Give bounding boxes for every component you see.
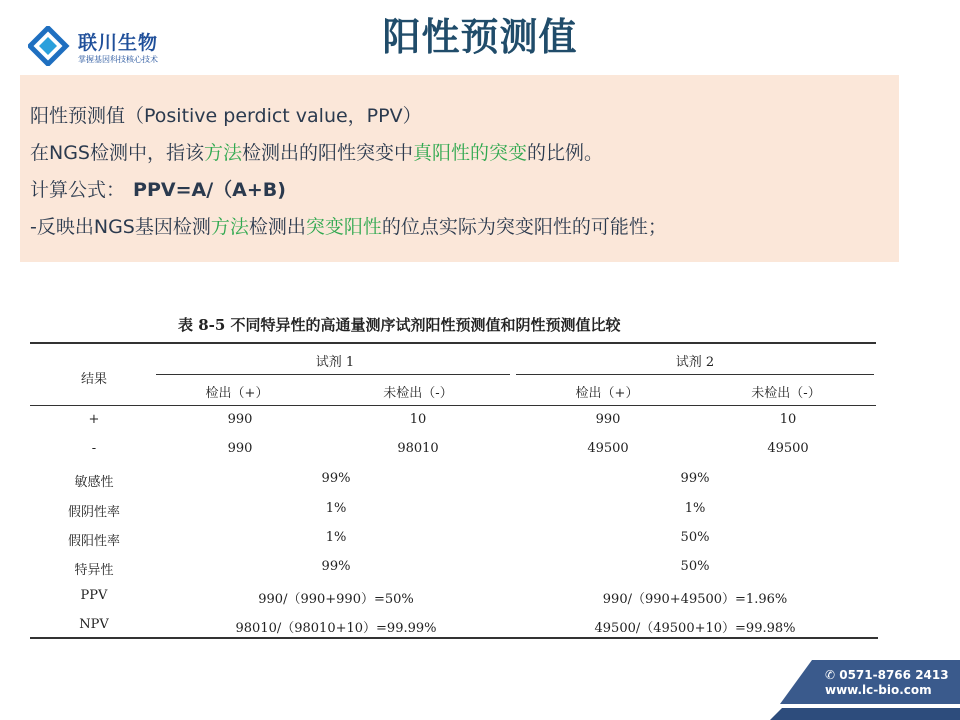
table-cell: 50%	[680, 559, 710, 574]
formula-line	[30, 175, 286, 202]
definition-line-4	[30, 212, 667, 239]
table-cell: 1%	[325, 530, 347, 545]
table-cell: 990	[227, 441, 253, 456]
text-part: -反映出NGS基因检测	[30, 216, 211, 238]
table-cell: 98010/（98010+10）=99.99%	[235, 621, 437, 636]
text-part: 的比例。	[527, 142, 604, 164]
table-cell: 98010	[397, 441, 439, 456]
table-cell: 50%	[680, 530, 710, 545]
row-label-false-negative-rate: 假阴性率	[67, 505, 121, 520]
contact-badge	[770, 660, 960, 720]
text-part: 在NGS检测中，指该	[30, 142, 204, 164]
contact-website[interactable]: www.lc-bio.com	[825, 683, 932, 697]
formula: PPV=A/（A+B)	[133, 179, 286, 201]
page-title: 阳性预测值	[382, 15, 578, 59]
table-cell: 990	[595, 412, 621, 427]
table-top-rule	[30, 342, 876, 344]
table-cell: 99%	[321, 559, 351, 574]
table-cell: 990/（990+990）=50%	[258, 592, 414, 607]
group-rule-1	[156, 374, 510, 375]
text-part: 检测出的阳性突变中	[242, 142, 414, 164]
table-cell: 1%	[325, 501, 347, 516]
definition-line-2	[30, 138, 603, 165]
subheader-not-detected-2: 未检出（-）	[751, 386, 821, 401]
row-label-specificity: 特异性	[74, 563, 114, 578]
highlight-method: 方法	[210, 216, 249, 238]
brand-name: 联川生物	[78, 32, 159, 54]
group-header-reagent-2: 试剂 2	[675, 355, 715, 370]
definition-line-1: 阳性预测值（Positive perdict value，PPV）	[30, 105, 422, 127]
table-cell: 990/（990+49500）=1.96%	[602, 592, 788, 607]
row-label-sensitivity: 敏感性	[74, 475, 114, 490]
table-cell: 1%	[684, 501, 706, 516]
definition-panel	[20, 75, 899, 262]
table-cell: 49500	[767, 441, 809, 456]
table-cell: 99%	[680, 471, 710, 486]
subheader-detected-1: 检出（+）	[205, 386, 269, 401]
brand-tagline: 掌握基因科技核心技术	[78, 55, 158, 64]
subheader-not-detected-1: 未检出（-）	[383, 386, 453, 401]
row-label-ppv: PPV	[80, 588, 108, 603]
table-cell: 990	[227, 412, 253, 427]
table-cell: 49500	[587, 441, 629, 456]
header-bottom-rule	[30, 405, 876, 406]
table-bottom-rule	[30, 637, 878, 639]
group-rule-2	[516, 374, 874, 375]
row-label-npv: NPV	[79, 617, 109, 632]
table-cell: 99%	[321, 471, 351, 486]
row-label-false-positive-rate: 假阳性率	[67, 534, 121, 549]
comparison-table	[28, 304, 880, 644]
text-part: 的位点实际为突变阳性的可能性；	[381, 216, 667, 238]
row-label-positive: +	[88, 412, 100, 427]
contact-phone: ✆ 0571-8766 2413	[825, 668, 949, 682]
text-part: 检测出	[248, 216, 306, 238]
table-cell: 49500/（49500+10）=99.98%	[594, 621, 796, 636]
highlight-true-positive: 真阳性的突变	[413, 142, 528, 164]
row-label-negative: -	[91, 441, 97, 456]
table-cell: 10	[779, 412, 797, 427]
subheader-detected-2: 检出（+）	[575, 386, 639, 401]
row-header: 结果	[80, 372, 108, 387]
table-cell: 10	[409, 412, 427, 427]
formula-label: 计算公式：	[30, 179, 126, 201]
highlight-mutation-positive: 突变阳性	[305, 216, 382, 238]
group-header-reagent-1: 试剂 1	[315, 355, 355, 370]
highlight-method: 方法	[204, 142, 243, 164]
table-title: 表 8-5 不同特异性的高通量测序试剂阳性预测值和阴性预测值比较	[178, 316, 621, 334]
